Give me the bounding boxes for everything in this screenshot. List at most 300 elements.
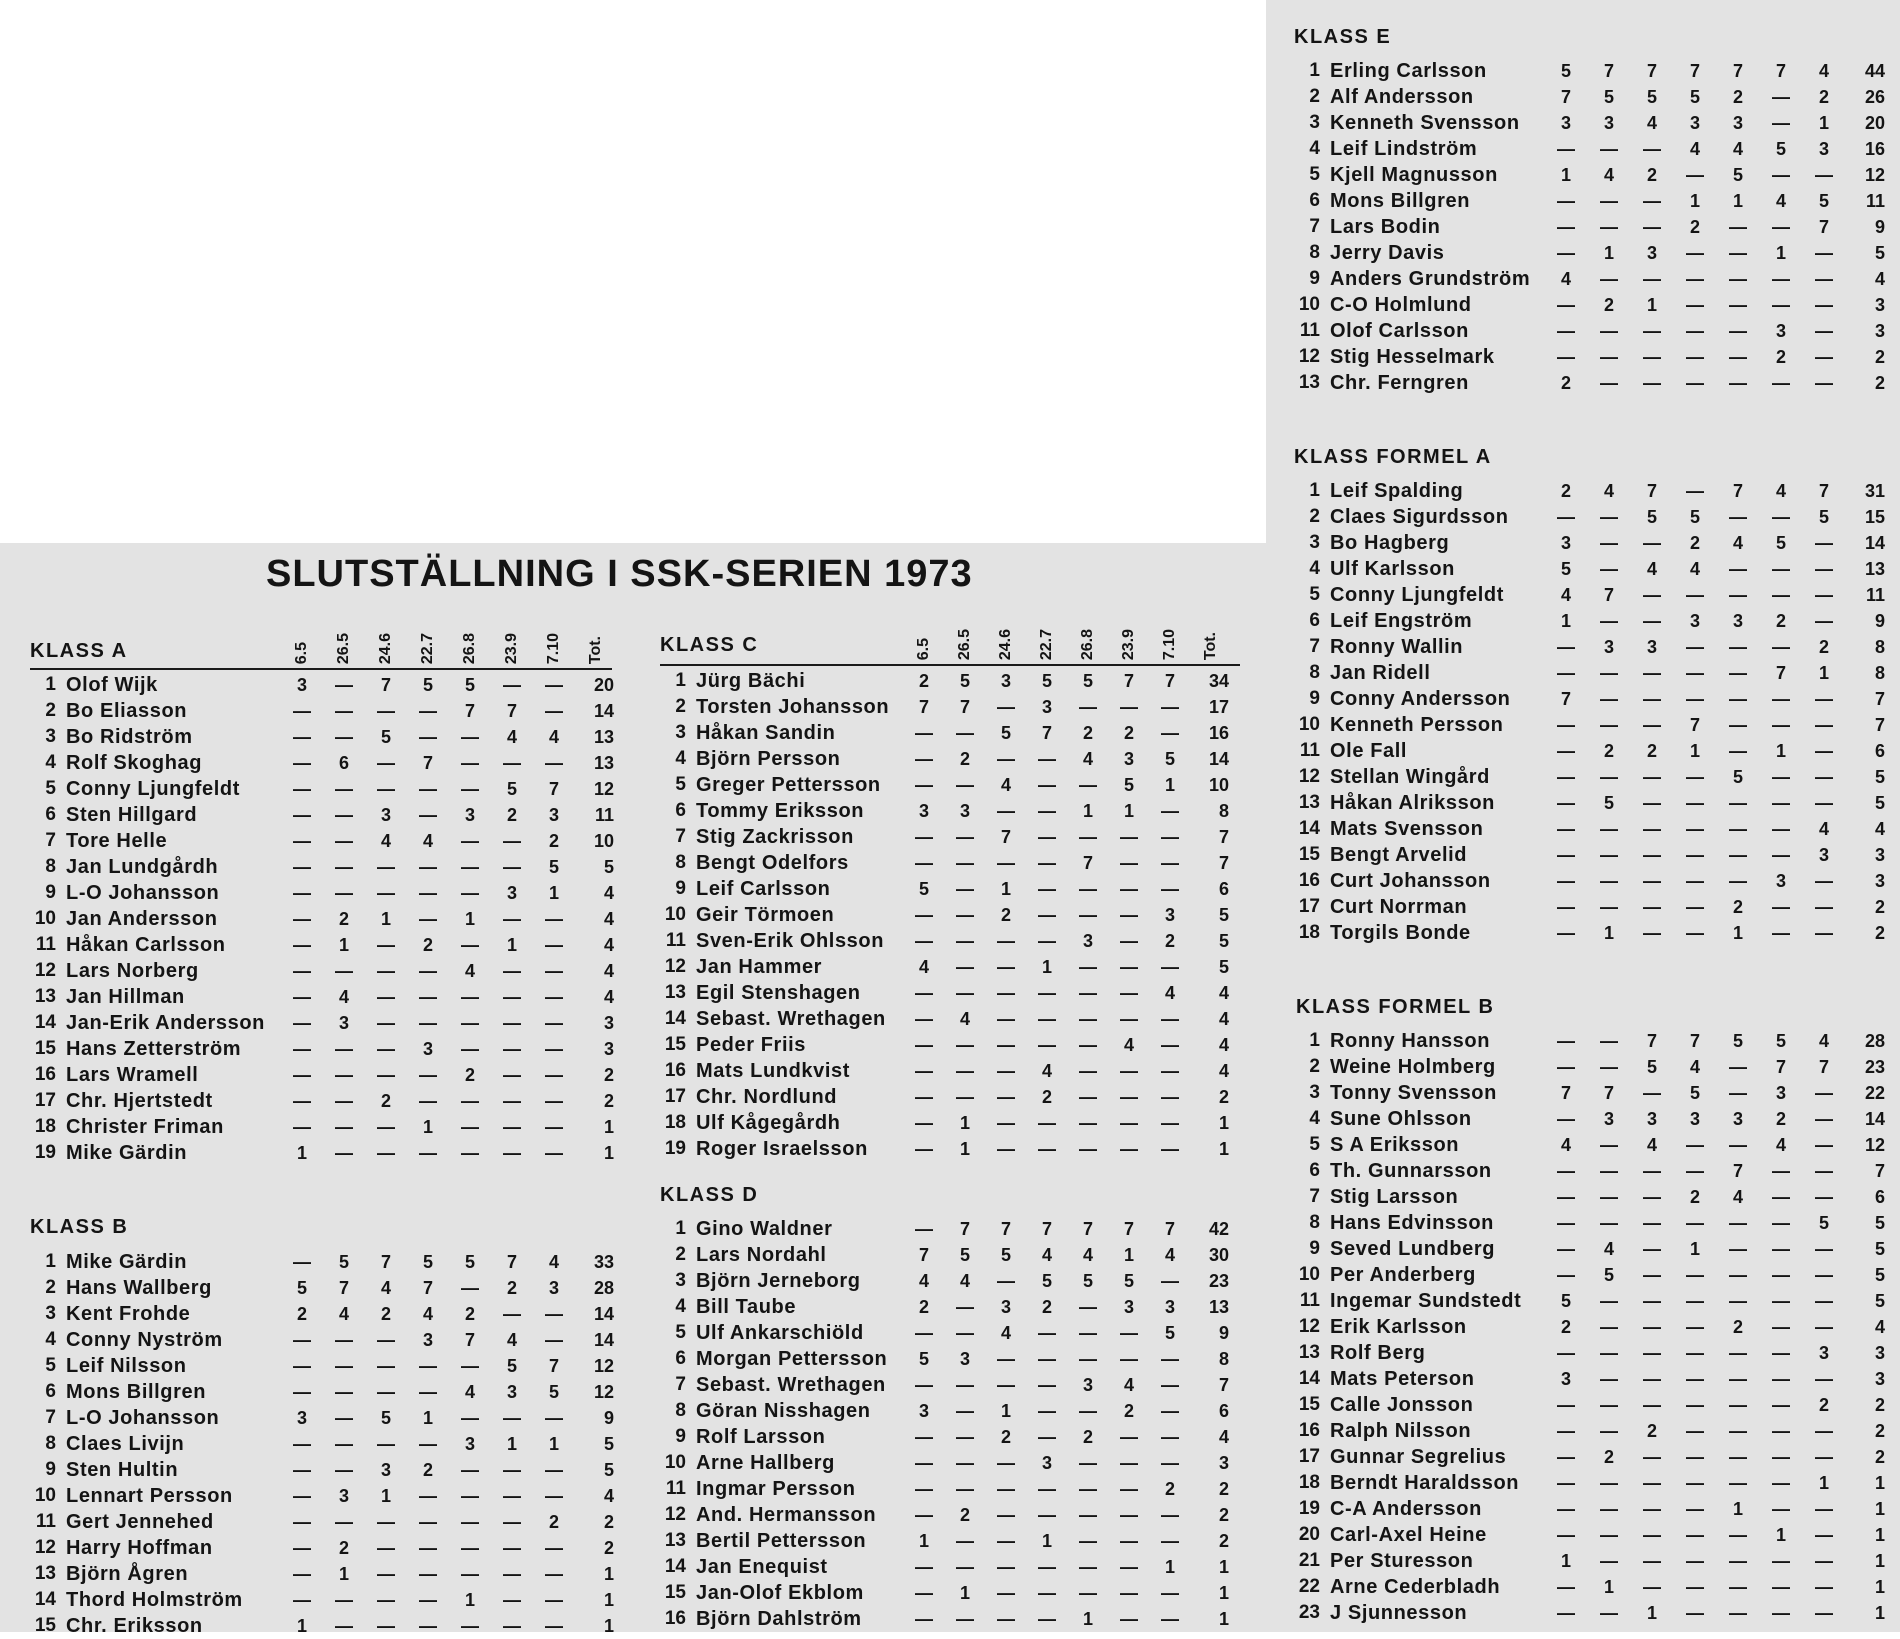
standing-row [30, 1114, 612, 1140]
rank-number: 14 [664, 1008, 686, 1029]
round-points: — [1600, 217, 1618, 237]
round-points: — [956, 1087, 974, 1107]
round-points: — [1120, 1113, 1138, 1133]
rank-number: 8 [675, 1400, 686, 1421]
date-header-label: Tot. [587, 635, 604, 664]
total-points: 14 [593, 1304, 614, 1324]
driver-name: Rolf Skoghag [66, 752, 203, 774]
round-points: — [915, 1061, 933, 1081]
round-points: — [461, 1278, 479, 1298]
driver-name: Kent Frohde [66, 1303, 191, 1325]
standing-row [660, 1606, 1240, 1632]
round-points: 3 [380, 1460, 391, 1480]
rank-number: 1 [45, 674, 56, 695]
driver-name: Torsten Johansson [696, 696, 890, 718]
round-points: 3 [1123, 1297, 1134, 1317]
round-points: — [1772, 1317, 1790, 1337]
round-points: — [1729, 1135, 1747, 1155]
rank-number: 4 [1309, 558, 1320, 579]
round-points: — [1600, 611, 1618, 631]
round-points: 2 [1646, 741, 1657, 761]
round-points: — [1686, 373, 1704, 393]
round-points: 7 [1164, 671, 1175, 691]
round-points: — [1600, 1551, 1618, 1571]
driver-name: Conny Nyström [66, 1329, 223, 1351]
round-points: 7 [1560, 1083, 1571, 1103]
klass-a-header-rule [30, 668, 612, 670]
round-points: — [503, 1065, 521, 1085]
round-points: — [1120, 1609, 1138, 1629]
round-points: — [1729, 819, 1747, 839]
total-points: 2 [1874, 897, 1885, 917]
standing-row [660, 1084, 1240, 1110]
round-points: 1 [1646, 295, 1657, 315]
round-points: 1 [1560, 1551, 1571, 1571]
rank-number: 17 [34, 1090, 56, 1111]
driver-name: Berndt Haraldsson [1330, 1472, 1520, 1494]
round-points: 3 [1732, 1109, 1743, 1129]
round-points: — [1600, 767, 1618, 787]
round-points: — [915, 1453, 933, 1473]
round-points: — [377, 857, 395, 877]
round-points: — [1729, 1447, 1747, 1467]
rank-number: 15 [1298, 844, 1320, 865]
round-points: 2 [1164, 931, 1175, 951]
round-points: — [997, 1557, 1015, 1577]
standing-row [30, 1353, 612, 1379]
round-points: — [1557, 1603, 1575, 1623]
total-points: 11 [1865, 191, 1885, 211]
driver-name: Ole Fall [1330, 740, 1408, 762]
driver-name: Weine Holmberg [1330, 1056, 1496, 1078]
round-points: — [1643, 1369, 1661, 1389]
rank-number: 4 [675, 748, 686, 769]
round-points: — [1557, 767, 1575, 787]
standing-row [660, 1216, 1240, 1242]
round-points: 4 [1689, 559, 1700, 579]
round-points: 1 [1560, 611, 1571, 631]
round-points: — [1815, 321, 1833, 341]
round-points: — [1161, 723, 1179, 743]
round-points: 7 [1123, 671, 1134, 691]
round-points: — [1079, 1035, 1097, 1055]
round-points: — [915, 1609, 933, 1629]
total-points: 9 [603, 1408, 614, 1428]
round-points: — [1686, 689, 1704, 709]
round-points: — [461, 1117, 479, 1137]
round-points: 7 [1775, 663, 1786, 683]
round-points: — [1120, 853, 1138, 873]
driver-name: Geir Törmoen [696, 904, 835, 926]
total-points: 28 [593, 1278, 614, 1298]
round-points: 7 [959, 697, 970, 717]
round-points: — [377, 1356, 395, 1376]
rank-number: 1 [45, 1251, 56, 1272]
standing-row [30, 750, 612, 776]
total-points: 1 [1218, 1609, 1229, 1629]
round-points: — [1120, 1557, 1138, 1577]
round-points: — [293, 1486, 311, 1506]
round-points: 7 [1646, 481, 1657, 501]
rank-number: 3 [1309, 532, 1320, 553]
round-points: 5 [918, 879, 929, 899]
round-points: — [1557, 1239, 1575, 1259]
round-points: — [1729, 663, 1747, 683]
round-points: 3 [548, 1278, 559, 1298]
standing-row [1294, 1288, 1885, 1314]
standing-row [30, 1275, 612, 1301]
round-points: 4 [422, 1304, 433, 1324]
standing-row [660, 1294, 1240, 1320]
driver-name: Per Sturesson [1330, 1550, 1474, 1572]
rank-number: 10 [34, 1485, 56, 1506]
round-points: — [1815, 923, 1833, 943]
total-points: 5 [1874, 793, 1885, 813]
round-points: — [1643, 373, 1661, 393]
round-points: — [461, 935, 479, 955]
round-points: — [1772, 637, 1790, 657]
round-points: — [1686, 1369, 1704, 1389]
round-points: — [503, 1039, 521, 1059]
round-points: 4 [1123, 1035, 1134, 1055]
standing-row [1294, 712, 1885, 738]
round-points: — [503, 857, 521, 877]
standing-row [1294, 84, 1885, 110]
klass-d-standings [660, 1216, 1240, 1632]
round-points: — [1729, 1525, 1747, 1545]
driver-name: Seved Lundberg [1330, 1238, 1496, 1260]
round-points: — [1557, 1499, 1575, 1519]
driver-name: Tommy Eriksson [696, 800, 865, 822]
round-points: 7 [1732, 1161, 1743, 1181]
total-points: 5 [1218, 931, 1229, 951]
total-points: 17 [1208, 697, 1229, 717]
rank-number: 17 [664, 1086, 686, 1107]
driver-name: Göran Nisshagen [696, 1400, 871, 1422]
driver-name: Bengt Arvelid [1330, 844, 1468, 866]
klass-c-date-header [0, 608, 1266, 660]
round-points: 6 [338, 753, 349, 773]
round-points: — [1643, 689, 1661, 709]
round-points: — [293, 1330, 311, 1350]
total-points: 2 [1874, 373, 1885, 393]
round-points: 1 [1123, 801, 1134, 821]
round-points: — [1772, 507, 1790, 527]
round-points: — [419, 1538, 437, 1558]
driver-name: Calle Jonsson [1330, 1394, 1474, 1416]
round-points: — [1686, 1499, 1704, 1519]
standing-row [30, 1327, 612, 1353]
round-points: — [1079, 775, 1097, 795]
round-points: 2 [1041, 1087, 1052, 1107]
round-points: — [293, 1252, 311, 1272]
round-points: 3 [464, 805, 475, 825]
driver-name: Gert Jennehed [66, 1511, 214, 1533]
rank-number: 6 [45, 1381, 56, 1402]
total-points: 3 [603, 1039, 614, 1059]
driver-name: C-O Holmlund [1330, 294, 1472, 316]
round-points: — [1729, 321, 1747, 341]
round-points: — [1600, 269, 1618, 289]
driver-name: Jerry Davis [1330, 242, 1445, 264]
round-points: 7 [1818, 1057, 1829, 1077]
round-points: 5 [1560, 559, 1571, 579]
round-points: — [956, 957, 974, 977]
total-points: 3 [1874, 321, 1885, 341]
round-points: — [1079, 1113, 1097, 1133]
round-points: — [1557, 295, 1575, 315]
rank-number: 11 [35, 1511, 56, 1532]
round-points: 3 [1775, 1083, 1786, 1103]
round-points: — [1038, 1505, 1056, 1525]
round-points: 1 [959, 1583, 970, 1603]
round-points: — [377, 1434, 395, 1454]
rank-number: 3 [1309, 112, 1320, 133]
round-points: — [503, 1304, 521, 1324]
round-points: 7 [1646, 1031, 1657, 1051]
round-points: — [997, 957, 1015, 977]
round-points: — [1772, 1213, 1790, 1233]
total-points: 10 [1208, 775, 1229, 795]
driver-name: Stig Zackrisson [696, 826, 854, 848]
round-points: 2 [1818, 87, 1829, 107]
driver-name: Chr. Ferngren [1330, 372, 1469, 394]
driver-name: Th. Gunnarsson [1330, 1160, 1492, 1182]
standing-row [660, 772, 1240, 798]
round-points: — [377, 987, 395, 1007]
total-points: 7 [1874, 689, 1885, 709]
round-points: 1 [1603, 243, 1614, 263]
standing-row [30, 1249, 612, 1275]
rank-number: 16 [34, 1064, 56, 1085]
round-points: 2 [1082, 1427, 1093, 1447]
round-points: — [1686, 1161, 1704, 1181]
round-points: — [956, 827, 974, 847]
round-points: — [1686, 295, 1704, 315]
round-points: — [1686, 1603, 1704, 1623]
driver-name: L-O Johansson [66, 882, 220, 904]
round-points: 1 [338, 935, 349, 955]
round-points: — [1079, 983, 1097, 1003]
round-points: — [461, 727, 479, 747]
round-points: 7 [1560, 689, 1571, 709]
round-points: 7 [1603, 1083, 1614, 1103]
round-points: 1 [1123, 1245, 1134, 1265]
driver-name: Lars Bodin [1330, 216, 1441, 238]
driver-name: Hans Edvinsson [1330, 1212, 1494, 1234]
round-points: — [1557, 1213, 1575, 1233]
round-points: — [461, 753, 479, 773]
rank-number: 5 [675, 774, 686, 795]
round-points: — [1557, 1525, 1575, 1545]
standing-row [30, 802, 612, 828]
total-points: 20 [1864, 113, 1885, 133]
round-points: — [545, 1143, 563, 1163]
round-points: 4 [1041, 1245, 1052, 1265]
standing-row [1294, 686, 1885, 712]
round-points: — [293, 1065, 311, 1085]
round-points: 1 [959, 1139, 970, 1159]
round-points: — [1772, 923, 1790, 943]
round-points: — [1686, 1213, 1704, 1233]
round-points: — [1038, 1427, 1056, 1447]
total-points: 7 [1874, 1161, 1885, 1181]
round-points: 5 [1689, 87, 1700, 107]
standing-row [1294, 1080, 1885, 1106]
rank-number: 4 [45, 752, 56, 773]
standing-row [1294, 1054, 1885, 1080]
rank-number: 11 [1299, 740, 1320, 761]
round-points: 3 [1041, 1453, 1052, 1473]
round-points: — [1643, 819, 1661, 839]
round-points: — [335, 1356, 353, 1376]
round-points: — [335, 1590, 353, 1610]
round-points: — [1600, 1213, 1618, 1233]
round-points: — [1120, 1323, 1138, 1343]
rank-number: 17 [1298, 896, 1320, 917]
round-points: — [1038, 1583, 1056, 1603]
driver-name: Greger Pettersson [696, 774, 881, 796]
round-points: — [1600, 1057, 1618, 1077]
rank-number: 8 [1309, 242, 1320, 263]
total-points: 1 [1874, 1577, 1885, 1597]
standing-row [30, 1561, 612, 1587]
standing-row [660, 694, 1240, 720]
driver-name: Morgan Pettersson [696, 1348, 888, 1370]
round-points: — [1557, 1343, 1575, 1363]
round-points: — [1557, 845, 1575, 865]
round-points: 2 [1775, 1109, 1786, 1129]
driver-name: Sten Hillgard [66, 804, 198, 826]
round-points: — [1079, 1061, 1097, 1081]
round-points: — [1729, 1577, 1747, 1597]
round-points: 2 [1732, 897, 1743, 917]
standing-row [1294, 58, 1885, 84]
round-points: — [1038, 1609, 1056, 1629]
round-points: — [915, 983, 933, 1003]
round-points: 3 [1164, 1297, 1175, 1317]
round-points: 1 [548, 1434, 559, 1454]
round-points: — [1120, 1427, 1138, 1447]
round-points: — [419, 909, 437, 929]
round-points: — [377, 1065, 395, 1085]
round-points: — [1686, 1551, 1704, 1571]
rank-number: 3 [1309, 1082, 1320, 1103]
rank-number: 11 [1299, 320, 1320, 341]
round-points: 2 [1603, 1447, 1614, 1467]
round-points: — [545, 1460, 563, 1480]
round-points: 7 [464, 701, 475, 721]
round-points: — [503, 987, 521, 1007]
round-points: — [503, 909, 521, 929]
rank-number: 6 [1309, 610, 1320, 631]
standing-row [30, 776, 612, 802]
round-points: — [1600, 1369, 1618, 1389]
round-points: 5 [548, 1382, 559, 1402]
round-points: 7 [1689, 1031, 1700, 1051]
standing-row [660, 798, 1240, 824]
round-points: 1 [1689, 1239, 1700, 1259]
round-points: — [1557, 819, 1575, 839]
round-points: — [1120, 1087, 1138, 1107]
total-points: 2 [1218, 1479, 1229, 1499]
round-points: — [419, 883, 437, 903]
total-points: 23 [1208, 1271, 1229, 1291]
round-points: 2 [1041, 1297, 1052, 1317]
total-points: 7 [1218, 853, 1229, 873]
total-points: 12 [593, 779, 614, 799]
total-points: 5 [1874, 1213, 1885, 1233]
round-points: — [1557, 663, 1575, 683]
round-points: — [293, 987, 311, 1007]
round-points: — [461, 1538, 479, 1558]
klass-b-standings [30, 1249, 612, 1639]
total-points: 14 [1208, 749, 1229, 769]
driver-name: Björn Jerneborg [696, 1270, 861, 1292]
driver-name: Mats Peterson [1330, 1368, 1475, 1390]
round-points: — [461, 1143, 479, 1163]
round-points: 4 [1000, 775, 1011, 795]
round-points: — [335, 1616, 353, 1636]
round-points: — [1161, 879, 1179, 899]
round-points: — [915, 853, 933, 873]
round-points: 4 [548, 727, 559, 747]
round-points: 5 [1818, 507, 1829, 527]
round-points: — [1643, 793, 1661, 813]
round-points: — [335, 701, 353, 721]
round-points: — [293, 1117, 311, 1137]
rank-number: 11 [35, 934, 56, 955]
round-points: — [1161, 1061, 1179, 1081]
driver-name: Carl-Axel Heine [1330, 1524, 1487, 1546]
round-points: 3 [1603, 1109, 1614, 1129]
round-points: 7 [380, 1252, 391, 1272]
rank-number: 4 [1309, 1108, 1320, 1129]
driver-name: Bo Ridström [66, 726, 193, 748]
round-points: — [956, 1401, 974, 1421]
round-points: — [1686, 269, 1704, 289]
round-points: — [1772, 1395, 1790, 1415]
round-points: — [1038, 775, 1056, 795]
round-points: 4 [1775, 1135, 1786, 1155]
standing-row [1294, 738, 1885, 764]
total-points: 6 [1874, 741, 1885, 761]
rank-number: 6 [1309, 1160, 1320, 1181]
round-points: — [1643, 1395, 1661, 1415]
round-points: — [419, 1382, 437, 1402]
round-points: — [1686, 871, 1704, 891]
round-points: 1 [1082, 801, 1093, 821]
round-points: 7 [1123, 1219, 1134, 1239]
standing-row [660, 1058, 1240, 1084]
rank-number: 13 [1298, 1342, 1320, 1363]
driver-name: Tore Helle [66, 830, 168, 852]
rank-number: 15 [664, 1582, 686, 1603]
rank-number: 6 [1309, 190, 1320, 211]
round-points: 3 [506, 883, 517, 903]
round-points: 7 [422, 1278, 433, 1298]
round-points: 3 [1603, 113, 1614, 133]
round-points: — [293, 1039, 311, 1059]
round-points: — [1600, 1161, 1618, 1181]
round-points: — [1557, 1265, 1575, 1285]
round-points: 3 [1041, 697, 1052, 717]
round-points: 7 [506, 1252, 517, 1272]
round-points: — [1557, 217, 1575, 237]
standing-row [1294, 1392, 1885, 1418]
round-points: — [1161, 1453, 1179, 1473]
rank-number: 10 [1298, 1264, 1320, 1285]
